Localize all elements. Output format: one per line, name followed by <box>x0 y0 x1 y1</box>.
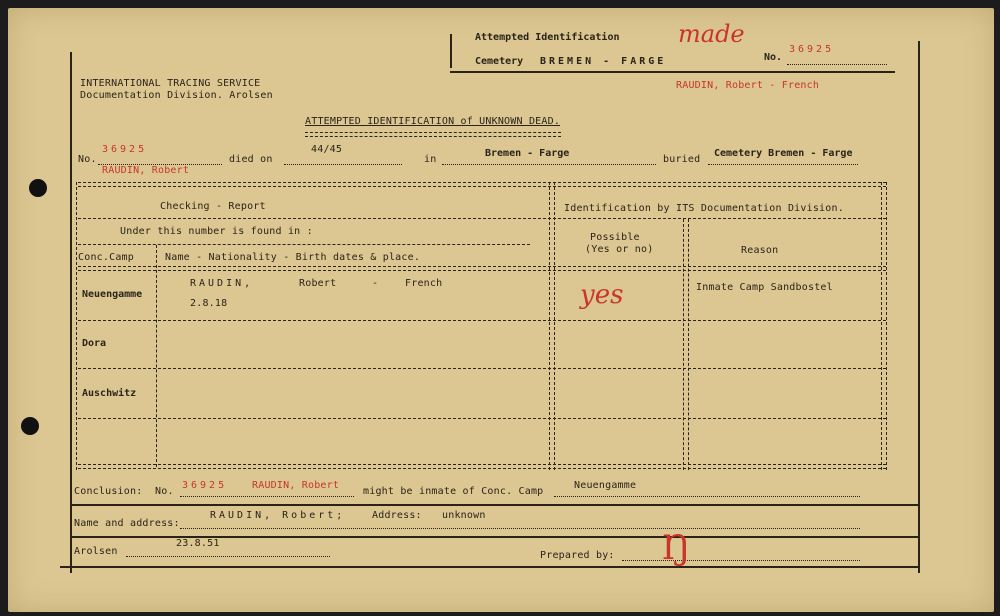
title-underline-2 <box>305 136 561 137</box>
buried-value: Cemetery Bremen - Farge <box>714 148 853 159</box>
table-line-colhead-2 <box>78 270 886 271</box>
died-dots <box>284 164 402 165</box>
table-bottom-2 <box>78 468 886 469</box>
died-value: 44/45 <box>311 144 343 155</box>
conclusion-text: might be inmate of Conc. Camp <box>363 486 544 497</box>
table-top-1 <box>78 182 886 183</box>
divider-conclusion <box>70 504 920 506</box>
record-name-red: RAUDIN, Robert <box>102 165 190 176</box>
table-line-row3 <box>78 418 886 419</box>
row1-reason: Inmate Camp Sandbostel <box>696 282 833 293</box>
top-box-left <box>450 34 452 68</box>
name-address-dots <box>180 528 860 529</box>
row1-dash: - <box>372 278 379 289</box>
table-bottom-1 <box>78 464 886 465</box>
footer-date-dots <box>126 556 330 557</box>
row1-surname: RAUDIN, <box>190 278 254 289</box>
name-address-label: Name and address: <box>74 518 180 529</box>
frame-right <box>918 41 920 573</box>
conclusion-name-red: RAUDIN, Robert <box>252 480 340 491</box>
table-line-row1 <box>78 320 886 321</box>
row1-birth: 2.8.18 <box>190 298 228 309</box>
handwritten-note: made <box>678 20 745 48</box>
col-name: Name - Nationality - Birth dates & place. <box>165 252 421 263</box>
signature: Ŋ <box>662 528 691 568</box>
conclusion-camp: Neuengamme <box>574 480 637 491</box>
in-value: Bremen - Farge <box>485 148 570 159</box>
table-line-colhead-1 <box>78 266 886 267</box>
table-line-header <box>78 218 886 219</box>
table-divider-possible-2 <box>688 219 689 470</box>
punch-hole-bottom <box>21 417 39 435</box>
row1-nationality: French <box>405 278 443 289</box>
address-label: Address: <box>372 510 422 521</box>
col-possible-1: Possible <box>590 232 640 243</box>
found-in: Under this number is found in : <box>120 226 313 237</box>
name-address-name: RAUDIN, Robert; <box>210 510 346 521</box>
top-box-no-dots <box>787 64 887 65</box>
record-no-label: No. <box>78 154 97 165</box>
buried-label: buried <box>663 154 701 165</box>
footer-place: Arolsen <box>74 546 118 557</box>
top-box-cemetery-label: Cemetery <box>475 56 524 67</box>
top-box-bottom <box>450 71 895 73</box>
org-line-2: Documentation Division. Arolsen <box>80 90 273 101</box>
table-divider-1 <box>549 182 550 470</box>
col-camp: Conc.Camp <box>78 252 134 263</box>
prepared-dots <box>622 560 860 561</box>
page-title: ATTEMPTED IDENTIFICATION of UNKNOWN DEAD. <box>305 116 561 127</box>
title-underline-1 <box>305 132 561 133</box>
in-dots <box>442 164 656 165</box>
table-line-row2 <box>78 368 886 369</box>
identification-header: Identification by ITS Documentation Division. <box>564 203 844 214</box>
in-label: in <box>424 154 437 165</box>
table-left <box>76 182 77 470</box>
prepared-label: Prepared by: <box>540 550 615 561</box>
row2-camp: Dora <box>82 338 107 349</box>
top-box-no-value: 36925 <box>789 44 835 55</box>
buried-dots <box>708 164 858 165</box>
org-line-1: INTERNATIONAL TRACING SERVICE <box>80 78 261 89</box>
table-right-1 <box>881 182 882 470</box>
table-right-2 <box>886 182 887 470</box>
row1-possible: yes <box>580 280 624 310</box>
conclusion-dots-2 <box>554 496 860 497</box>
row1-firstname: Robert <box>299 278 337 289</box>
person-red-header: RAUDIN, Robert - French <box>676 80 820 91</box>
row1-camp: Neuengamme <box>82 289 143 300</box>
table-divider-camp <box>156 245 157 467</box>
top-box-cemetery-value: BREMEN - FARGE <box>540 56 667 67</box>
table-line-foundin <box>78 244 530 245</box>
conclusion-no-label: No. <box>155 486 174 497</box>
top-box-title: Attempted Identification <box>475 32 620 43</box>
col-reason: Reason <box>741 245 779 256</box>
conclusion-label: Conclusion: <box>74 486 143 497</box>
punch-hole-top <box>29 179 47 197</box>
checking-report: Checking - Report <box>160 201 266 212</box>
record-no-value: 36925 <box>102 144 148 155</box>
col-possible-2: (Yes or no) <box>585 244 654 255</box>
address-value: unknown <box>442 510 486 521</box>
conclusion-no-value: 36925 <box>182 480 228 491</box>
top-box-no-label: No. <box>764 52 783 63</box>
row3-camp: Auschwitz <box>82 388 137 399</box>
frame-left <box>70 52 72 573</box>
document-card <box>8 8 994 612</box>
frame-bottom <box>60 566 920 568</box>
footer-date: 23.8.51 <box>176 538 220 549</box>
table-divider-2 <box>554 182 555 470</box>
conclusion-dots-1 <box>180 496 354 497</box>
died-label: died on <box>229 154 273 165</box>
table-top-2 <box>78 186 886 187</box>
table-divider-possible <box>683 219 684 470</box>
